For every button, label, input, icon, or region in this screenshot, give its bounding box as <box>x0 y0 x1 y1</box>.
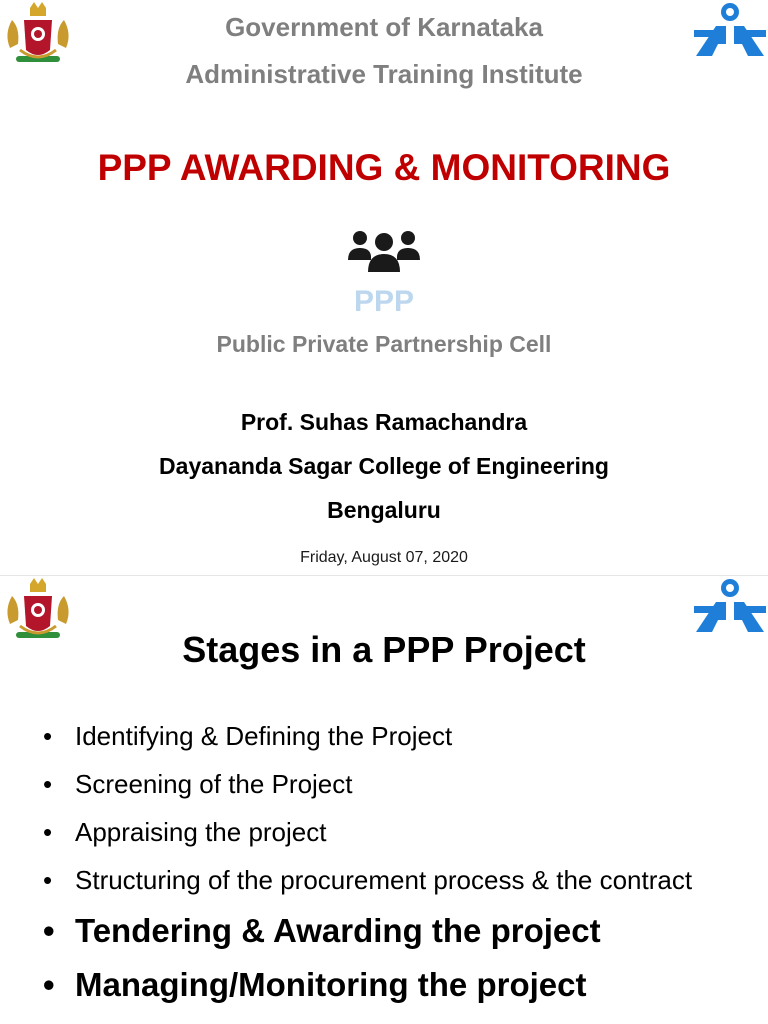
presenter-college: Dayananda Sagar College of Engineering <box>159 453 609 479</box>
list-item <box>0 812 768 852</box>
list-item <box>0 860 768 900</box>
ati-logo-icon <box>694 576 766 632</box>
presentation-title: PPP AWARDING & MONITORING <box>97 147 671 188</box>
bullet-icon: • <box>43 966 55 1003</box>
stages-slide <box>0 576 768 1024</box>
list-item-text: Screening of the Project <box>75 769 353 799</box>
list-item-text: Tendering & Awarding the project <box>75 912 601 949</box>
institute-heading: Administrative Training Institute <box>185 59 583 89</box>
bullet-icon: • <box>43 865 53 895</box>
people-group-icon <box>346 226 422 274</box>
list-item <box>0 908 768 954</box>
bullet-icon: • <box>43 721 53 751</box>
slide-title: Stages in a PPP Project <box>182 629 586 670</box>
list-item-text: Appraising the project <box>75 817 327 847</box>
ppp-label: PPP <box>353 285 415 318</box>
presenter-name: Prof. Suhas Ramachandra <box>240 409 528 435</box>
stages-list <box>0 716 768 1016</box>
presenter-city: Bengaluru <box>327 497 441 523</box>
presentation-date: Friday, August 07, 2020 <box>300 549 468 566</box>
list-item-text: Managing/Monitoring the project <box>75 966 587 1003</box>
bullet-icon: • <box>43 817 53 847</box>
ppp-cell-label: Public Private Partnership Cell <box>216 331 552 357</box>
list-item-text: Identifying & Defining the Project <box>75 721 453 751</box>
bullet-icon: • <box>43 769 53 799</box>
list-item <box>0 962 768 1008</box>
list-item-text: Structuring of the procurement process & the contract <box>75 865 693 895</box>
list-item <box>0 716 768 756</box>
bullet-icon: • <box>43 912 55 949</box>
government-heading: Government of Karnataka <box>225 12 543 42</box>
list-item <box>0 764 768 804</box>
